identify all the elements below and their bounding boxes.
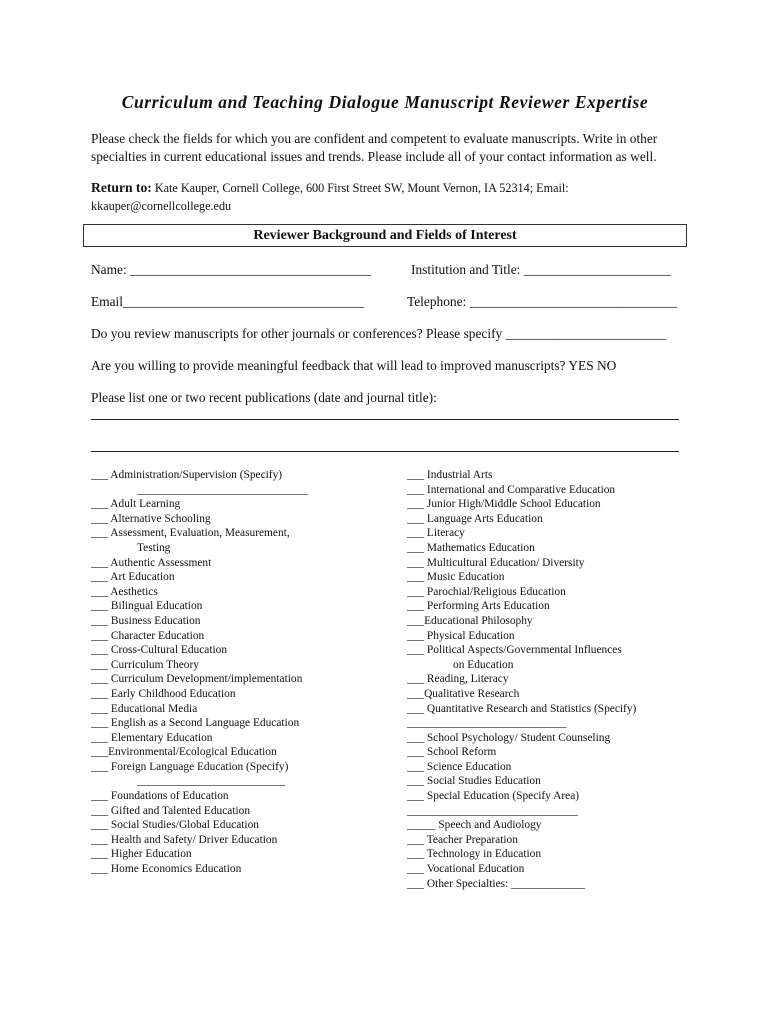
checklist-item[interactable]: ___ Bilingual Education	[91, 600, 203, 613]
checklist-item[interactable]: ___ Aesthetics	[91, 585, 158, 598]
checklist-item[interactable]: _____ Speech and Audiology	[407, 819, 542, 832]
checklist-item[interactable]: ___ International and Comparative Education	[407, 483, 616, 496]
checklist-item[interactable]: ___ Political Aspects/Governmental Influences	[407, 644, 622, 657]
checklist-item[interactable]: ___ Quantitative Research and Statistics (Specify)	[407, 702, 637, 715]
checklist-item[interactable]: ___ Parochial/Religious Education	[407, 585, 566, 598]
institution-field[interactable]: Institution and Title: ______________________	[411, 262, 672, 277]
checklist-item[interactable]: ___ Administration/Supervision (Specify)	[91, 469, 283, 481]
email-field[interactable]: Email____________________________________	[91, 294, 365, 309]
checklist-item[interactable]: ___ Cross-Cultural Education	[91, 644, 228, 657]
checklist-item[interactable]: ___ Art Education	[91, 571, 175, 584]
checklist-item[interactable]: ___ Early Childhood Education	[91, 687, 236, 700]
intro-paragraph: Please check the fields for which you are confident and competent to evaluate manuscripts. Write in other specialties in current educational issues and trends. Please include all of your contact information as well.	[91, 131, 658, 164]
publications-prompt: Please list one or two recent publications (date and journal title):	[91, 390, 437, 405]
checklist-item[interactable]: ___ Junior High/Middle School Education	[407, 498, 601, 511]
checklist-item-continuation: on Education	[453, 658, 514, 671]
specify-line[interactable]: ______________________________	[407, 804, 578, 817]
checklist-item[interactable]: ___ Performing Arts Education	[407, 600, 550, 613]
checklist-item[interactable]: ___ Literacy	[407, 527, 465, 540]
checklist-item[interactable]: ___ Technology in Education	[407, 848, 542, 861]
checklist-item[interactable]: ___ Business Education	[91, 614, 201, 627]
publications-line-1[interactable]	[91, 419, 679, 420]
checklist-item[interactable]: ___ Science Education	[407, 760, 512, 773]
checklist-item[interactable]: ___ Mathematics Education	[407, 541, 535, 554]
checklist-item[interactable]: ___ Other Specialties: _____________	[407, 877, 586, 890]
checklist-item[interactable]: ___ Educational Media	[91, 702, 198, 715]
checklist-item[interactable]: ___Environmental/Ecological Education	[91, 746, 277, 759]
checklist-item[interactable]: ___ Teacher Preparation	[407, 833, 518, 846]
checklist-item[interactable]: ___ Authentic Assessment	[91, 556, 212, 569]
specify-line[interactable]: ____________________________	[407, 717, 567, 730]
right-column	[407, 468, 636, 891]
checklist-item[interactable]: ___ Gifted and Talented Education	[91, 804, 251, 817]
checklist-item[interactable]: ___ Alternative Schooling	[91, 512, 211, 525]
checklist-item[interactable]: ___ Physical Education	[407, 629, 515, 642]
checklist-item[interactable]: ___ Foreign Language Education (Specify)	[91, 760, 289, 773]
specify-line[interactable]: __________________________	[137, 775, 286, 788]
checklist-item[interactable]: ___ Special Education (Specify Area)	[407, 790, 580, 803]
specify-line[interactable]: ______________________________	[137, 483, 308, 496]
checklist-item[interactable]: ___ Multicultural Education/ Diversity	[407, 556, 585, 569]
checklist-item[interactable]: ___ School Reform	[407, 746, 497, 759]
return-line-1: Kate Kauper, Cornell College, 600 First Street SW, Mount Vernon, IA 52314; Email:	[151, 181, 569, 195]
return-email[interactable]: kkauper@cornellcollege.edu	[91, 199, 232, 213]
section-header: Reviewer Background and Fields of Interest	[83, 224, 687, 247]
checklist-item[interactable]: ___ English as a Second Language Education	[91, 717, 300, 730]
name-field[interactable]: Name: ____________________________________	[91, 262, 372, 277]
left-column	[91, 468, 308, 877]
checklist-item[interactable]: ___ Language Arts Education	[407, 512, 543, 525]
checklist-item-continuation: Testing	[137, 541, 171, 554]
checklist-item[interactable]: ___ Social Studies Education	[407, 775, 541, 788]
checklist-item[interactable]: ___ Assessment, Evaluation, Measurement,	[91, 527, 290, 540]
checklist-item[interactable]: ___ Social Studies/Global Education	[91, 819, 259, 832]
checklist-item[interactable]: ___ Home Economics Education	[91, 863, 242, 876]
checklist-item[interactable]: ___ Industrial Arts	[407, 469, 493, 481]
return-label: Return to:	[91, 180, 152, 195]
return-address	[91, 179, 691, 215]
checklist-item[interactable]: ___ Higher Education	[91, 848, 192, 861]
telephone-field[interactable]: Telephone: _______________________________	[407, 294, 678, 309]
review-other-journals-field[interactable]: Do you review manuscripts for other journals or conferences? Please specify ________________________	[91, 326, 667, 341]
checklist-item[interactable]: ___ Curriculum Theory	[91, 658, 199, 671]
checklist-item[interactable]: ___ Vocational Education	[407, 863, 525, 876]
checklist-item[interactable]: ___ School Psychology/ Student Counseling	[407, 731, 611, 744]
checklist-item[interactable]: ___ Health and Safety/ Driver Education	[91, 833, 278, 846]
checklist-item[interactable]: ___Qualitative Research	[407, 687, 520, 700]
checklist-item[interactable]: ___Educational Philosophy	[407, 614, 533, 627]
checklist-item[interactable]: ___ Adult Learning	[91, 498, 181, 511]
checklist-item[interactable]: ___ Foundations of Education	[91, 790, 229, 803]
checklist-item[interactable]: ___ Elementary Education	[91, 731, 213, 744]
checklist-item[interactable]: ___ Reading, Literacy	[407, 673, 509, 686]
page-title: Curriculum and Teaching Dialogue Manuscript Reviewer Expertise	[121, 92, 649, 112]
publications-line-2[interactable]	[91, 451, 679, 452]
feedback-question[interactable]: Are you willing to provide meaningful feedback that will lead to improved manuscripts? YES NO	[91, 358, 617, 373]
checklist-item[interactable]: ___ Character Education	[91, 629, 205, 642]
checklist-item[interactable]: ___ Music Education	[407, 571, 505, 584]
checklist-item[interactable]: ___ Curriculum Development/implementation	[91, 673, 303, 686]
